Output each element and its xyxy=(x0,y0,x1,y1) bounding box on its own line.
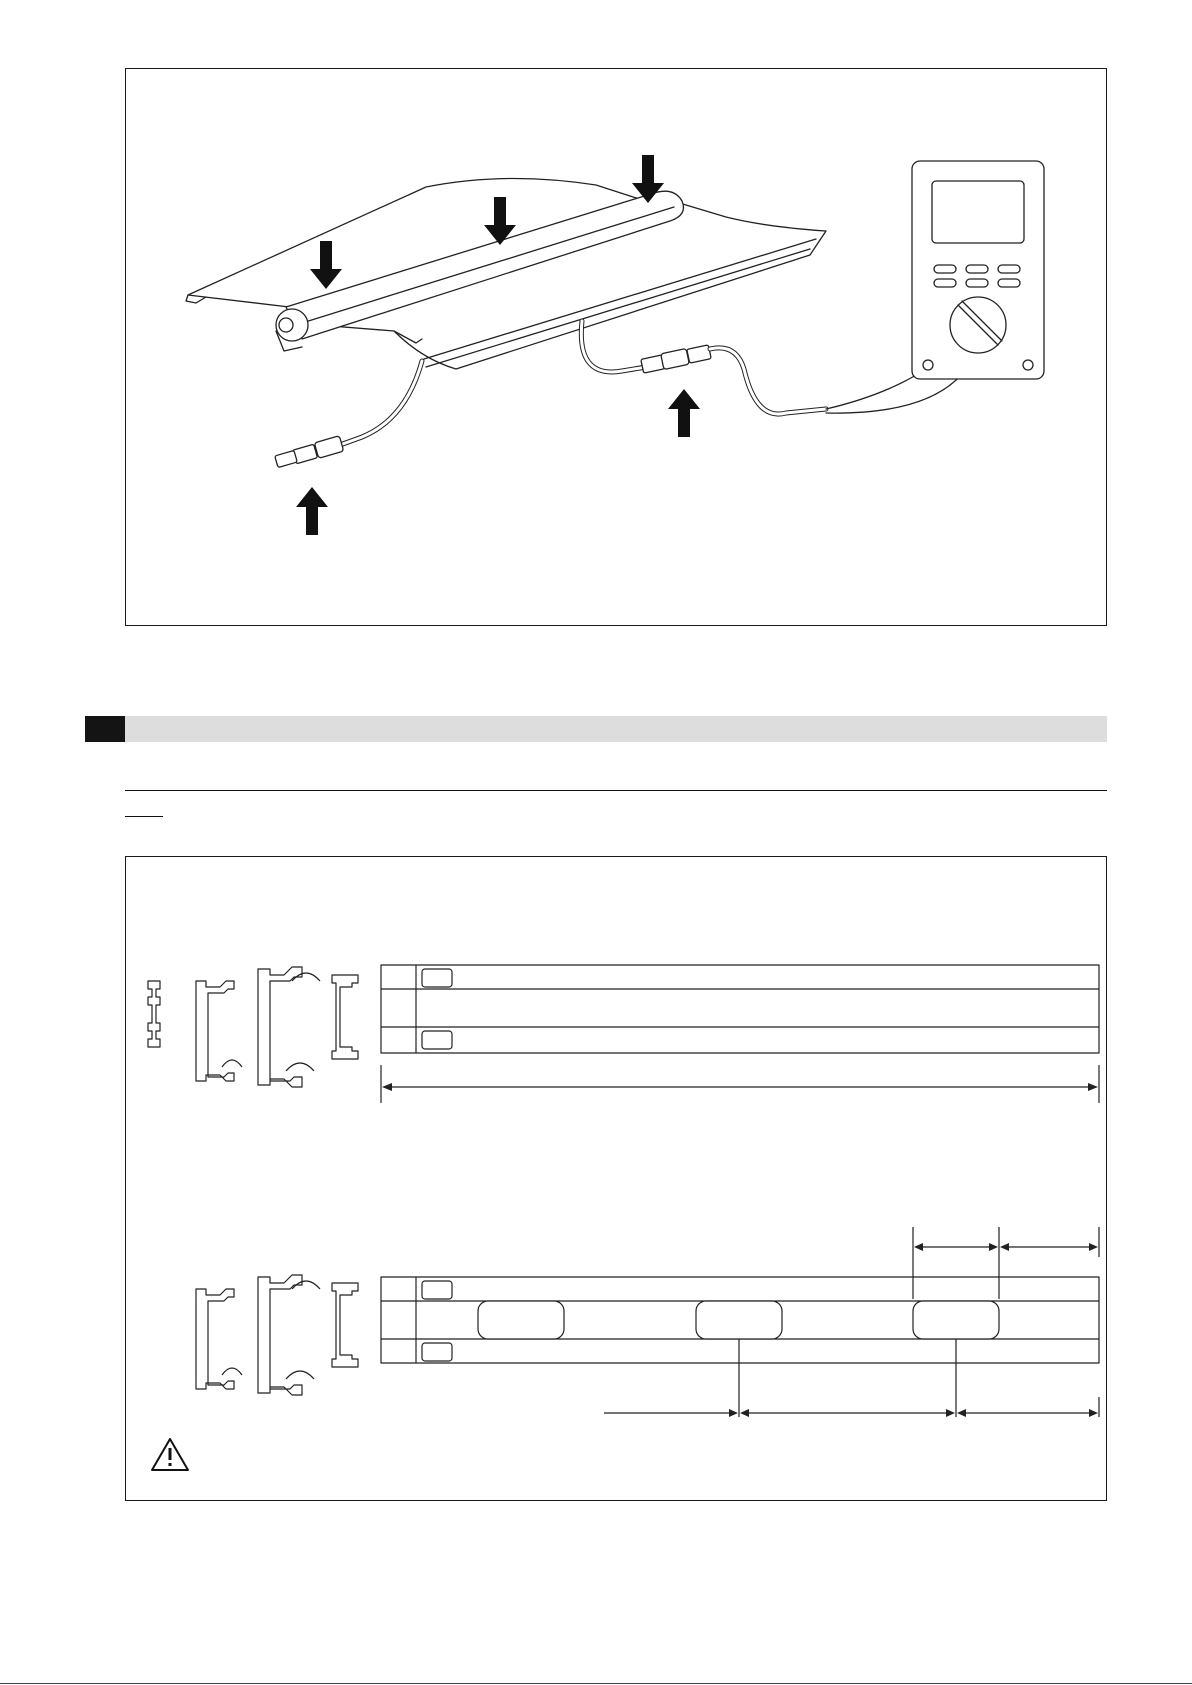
short-rule xyxy=(125,816,163,817)
cutout-3 xyxy=(913,1301,999,1339)
cable-left xyxy=(340,361,422,445)
right-connector xyxy=(641,345,711,373)
profile-diagram xyxy=(126,857,1108,1502)
section-rule xyxy=(125,790,1107,791)
profile-section-5 xyxy=(196,1289,242,1389)
strip-2 xyxy=(381,1277,1099,1363)
figure-luminaire-multimeter xyxy=(125,68,1107,626)
profile-section-7 xyxy=(332,1283,358,1367)
multimeter-icon xyxy=(912,161,1044,379)
warning-triangle-icon xyxy=(152,1439,188,1470)
cutout-2 xyxy=(696,1301,782,1339)
left-connector xyxy=(275,436,344,468)
luminaire-illustration xyxy=(126,69,1108,627)
profile-section-1 xyxy=(148,981,160,1047)
up-arrow-icon xyxy=(296,487,328,535)
profile-section-4 xyxy=(332,975,358,1059)
profile-section-2 xyxy=(196,981,242,1081)
page-bottom-rule xyxy=(0,1683,1192,1684)
strip-1 xyxy=(381,965,1099,1053)
left-right-dimension-arrow-icon xyxy=(382,1083,1098,1417)
up-arrow-icon xyxy=(668,389,700,437)
cutout-1 xyxy=(478,1301,564,1339)
figure-profile-cutting xyxy=(125,856,1107,1501)
profile-section-3 xyxy=(258,967,320,1087)
dimension-line-full xyxy=(381,1065,1099,1103)
profile-section-6 xyxy=(258,1275,320,1395)
section-heading-bar xyxy=(85,716,1107,742)
section-number-marker xyxy=(85,716,125,742)
